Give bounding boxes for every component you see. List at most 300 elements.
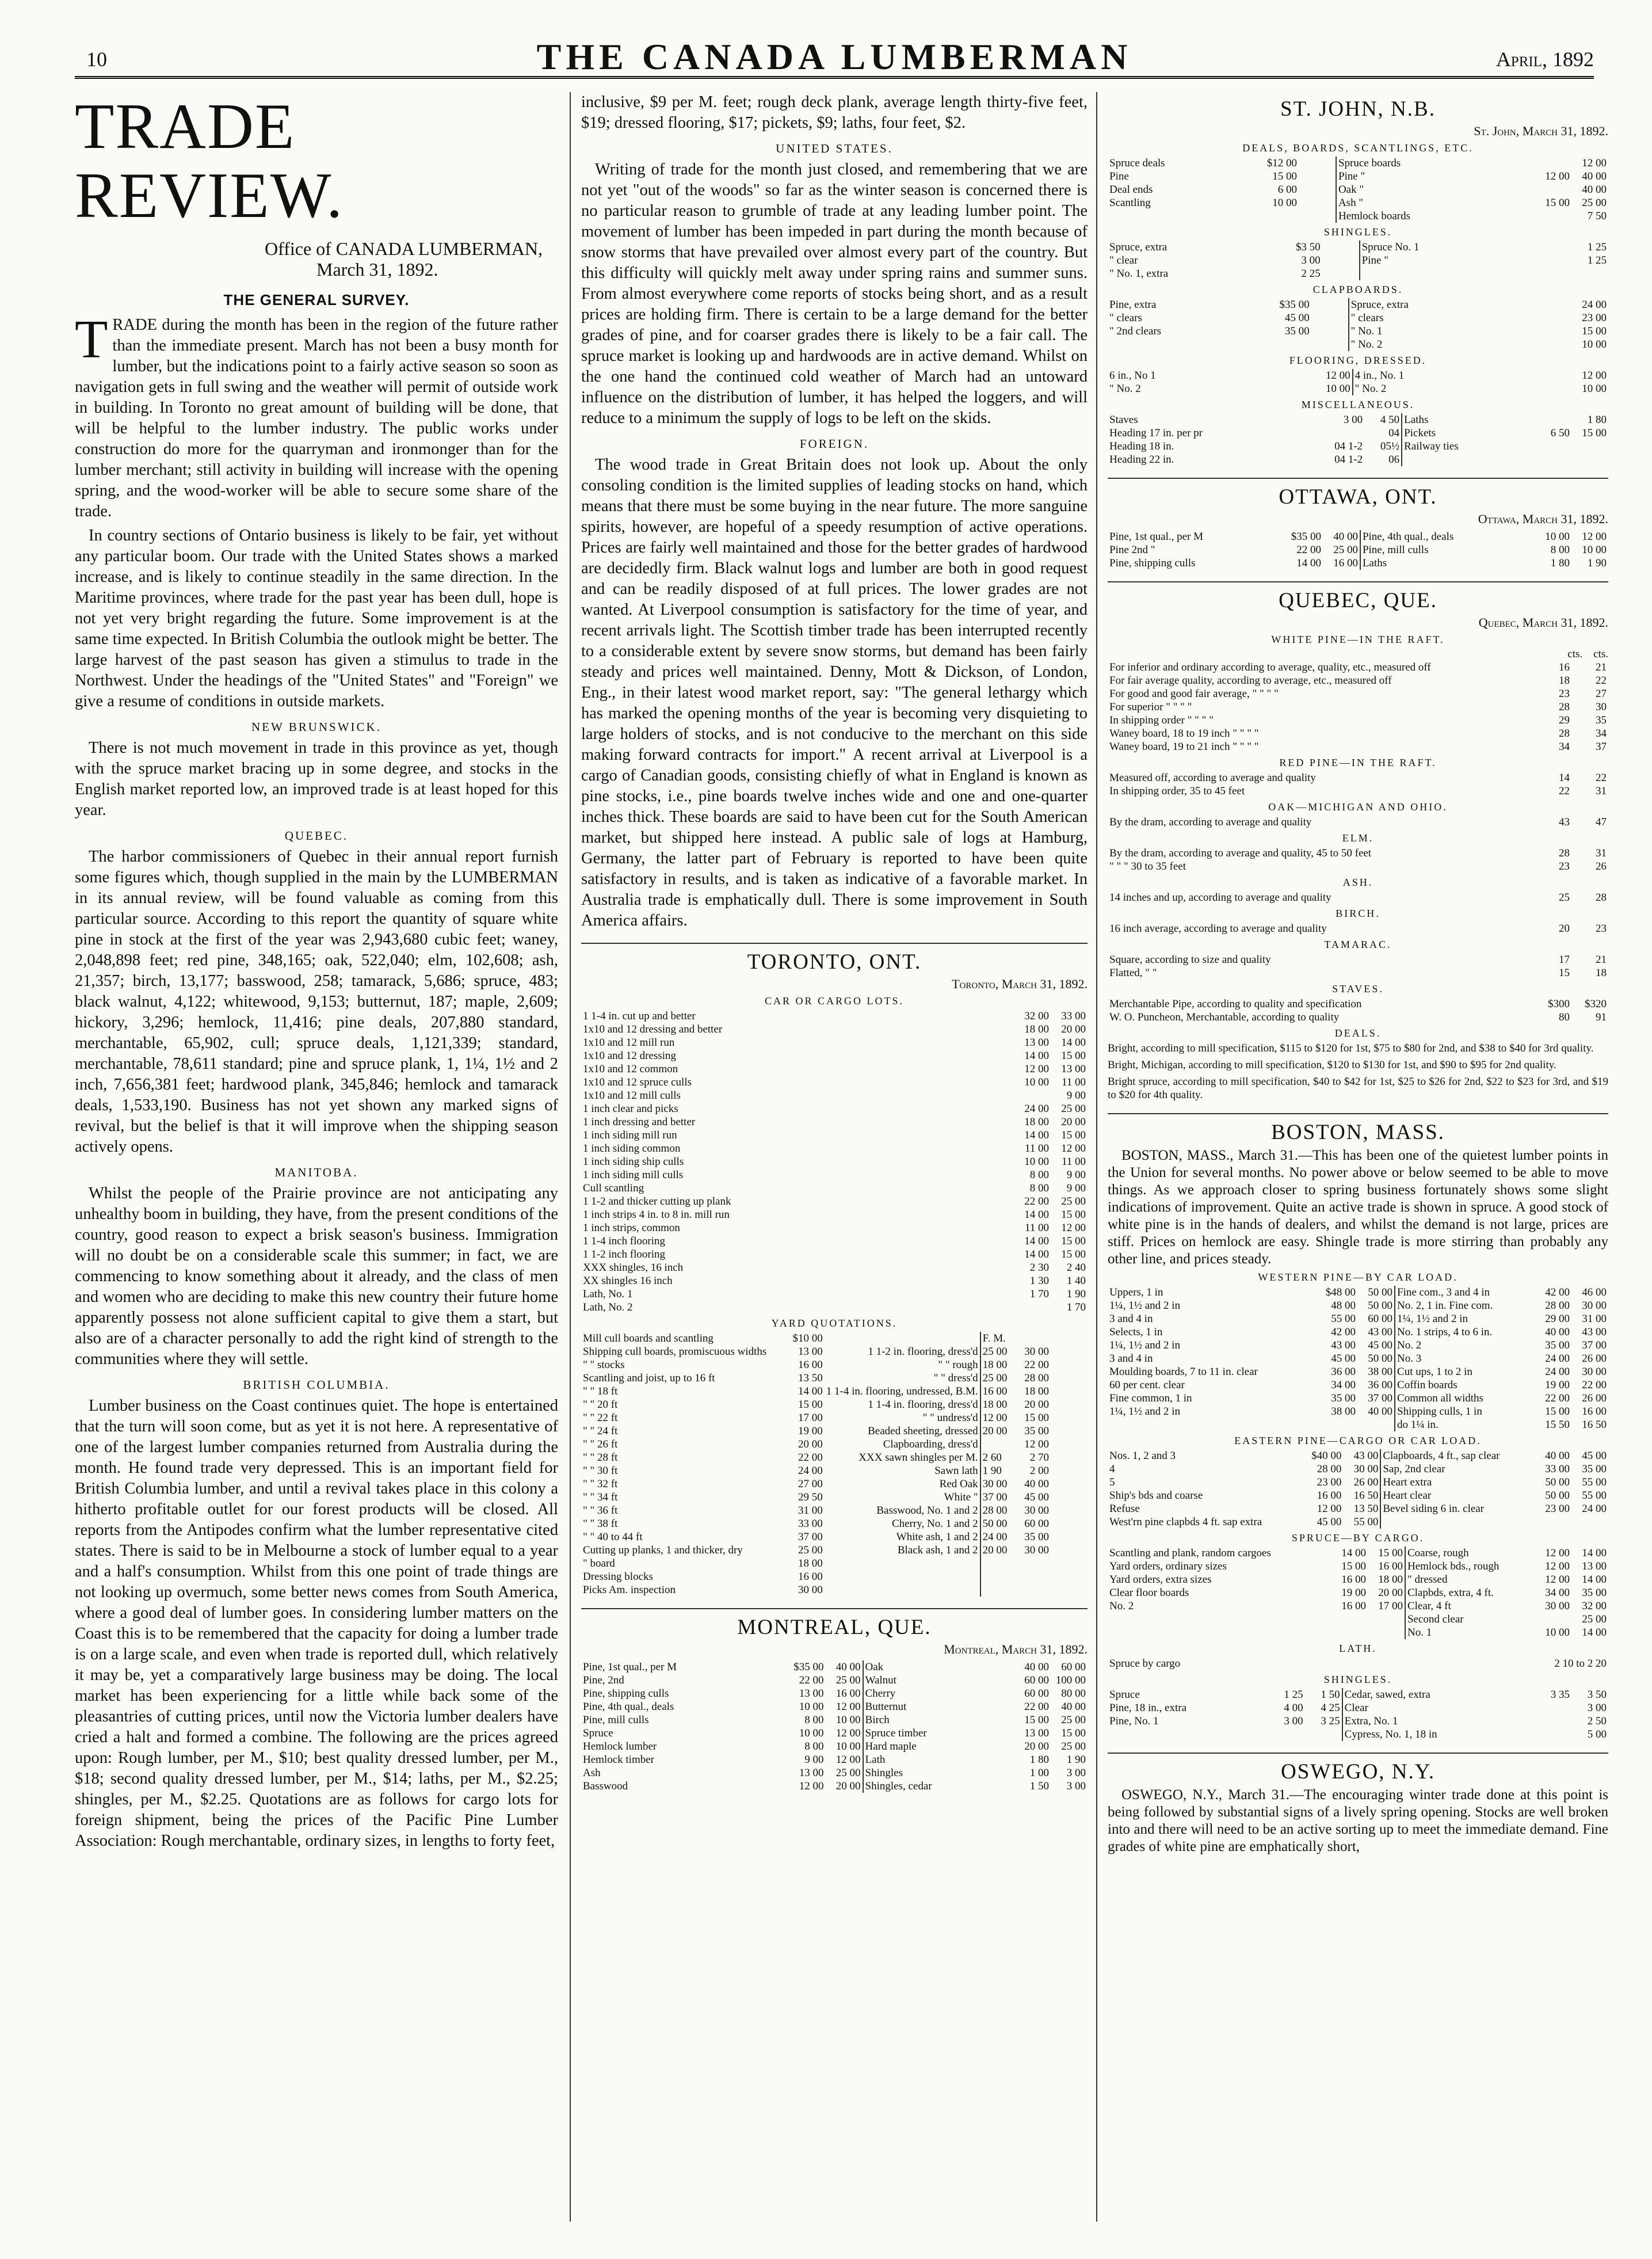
- price-value: 29: [1559, 714, 1570, 726]
- price-value: [1535, 254, 1571, 267]
- price-value: [1331, 1613, 1368, 1626]
- subheading: DEALS, BOARDS, SCANTLINGS, ETC.: [1242, 142, 1474, 154]
- price-value: 3 00: [1066, 1780, 1086, 1792]
- price-value: [1535, 298, 1571, 311]
- price-value: 18 00: [1024, 1385, 1049, 1397]
- price-value: 25 00: [1582, 1613, 1607, 1625]
- item-label: Clear: [1342, 1701, 1535, 1715]
- item-label: 1¼, 1½ and 2 in: [1109, 1339, 1180, 1351]
- price-value: 35 00: [1024, 1425, 1049, 1437]
- item-label: 1 inch dressing and better: [583, 1116, 696, 1128]
- price-value: 2 40: [1066, 1262, 1086, 1274]
- item-label: " " stocks: [583, 1359, 625, 1371]
- item-label: do 1¼ in.: [1395, 1418, 1535, 1431]
- price-value: $320: [1585, 998, 1607, 1010]
- price-value: 1 80: [1029, 1754, 1049, 1766]
- item-label: [980, 1583, 1014, 1597]
- item-label: 1x10 and 12 mill culls: [583, 1089, 681, 1102]
- price-value: [1535, 1728, 1571, 1741]
- price-value: 55 00: [1582, 1476, 1607, 1488]
- price-value: 04 1-2: [1334, 454, 1363, 466]
- item-label: Hemlock boards: [1336, 209, 1535, 223]
- price-value: 35 00: [1024, 1531, 1049, 1543]
- price-value: 12 00: [1582, 531, 1607, 543]
- price-row: [581, 1195, 1088, 1208]
- item-label: " " 34 ft: [583, 1491, 618, 1503]
- price-row: [1108, 784, 1608, 798]
- item-label: Shingles, cedar: [863, 1780, 1014, 1793]
- price-row: [1108, 922, 1608, 935]
- item-label: Basswood: [583, 1780, 628, 1792]
- price-value: 25 00: [1061, 1740, 1086, 1753]
- city-heading-oswego: OSWEGO, N.Y.: [1108, 1753, 1608, 1784]
- price-row: [581, 1517, 1088, 1530]
- price-value: 1 90: [1587, 557, 1607, 569]
- price-table: [1108, 771, 1608, 798]
- item-label: " No. 1, extra: [1109, 268, 1169, 280]
- price-value: 42 00: [1545, 1286, 1570, 1298]
- price-row: [581, 1062, 1088, 1076]
- price-value: 1 1-2 in. flooring, dress'd: [868, 1346, 978, 1358]
- item-label: F. M.: [980, 1332, 1014, 1345]
- price-row: [1108, 1011, 1608, 1024]
- price-value: 15 00: [1545, 197, 1570, 209]
- price-value: 16 00: [798, 1359, 823, 1371]
- item-label: 1 inch siding mill culls: [583, 1169, 684, 1181]
- price-value: 9 00: [804, 1754, 824, 1766]
- price-value: 18 00: [1378, 1574, 1403, 1586]
- price-value: $40 00: [1311, 1450, 1342, 1462]
- paragraph: Lumber business on the Coast continues quiet. The hope is entertained that the turn will soon come, but as yet it is not here. A representative of one of the largest lumber companies returned from Australia during the month. He found trade very depressed. This is an important field for British Columbia lumber, and until a revival takes place in this colony a hitherto profitable outlet for our forest products will be closed. All reports from the Antipodes confirm what the lumber representative cited states. There is said to be in Melbourne a stock of lumber equal to a year and a half's consumption. Whilst from this one point of trade things are not looking up overmuch, some better news comes from South America, where a good deal of lumber goes. In considering lumber matters on the Coast this is to be remembered that the capacity for doing a lumber trade is on a large scale, and even when trade is reported dull, which relatively it may be, yet a comparatively large business may be doing. The local market has been experiencing for a little while back some of the pleasantries of cutting prices, until now the Victoria lumber dealers have cried a halt and formed a combine. The following are the prices agreed upon: Rough lumber, per M., $10; best quality dressed lumber, per M., $18; second quality dressed lumber, per M., $14; laths, per M., $2.25; shingles, per M., $2.25. Quotations are as follows for cargo lots for foreign shipment, being the prices of the Pacific Pine Lumber Association: Rough merchantable, ordinary sizes, in lengths to forty feet,: [75, 1397, 558, 1850]
- price-value: 17 00: [1378, 1600, 1403, 1612]
- section-heading: NEW BRUNSWICK.: [251, 720, 381, 734]
- price-value: 5 00: [1587, 1728, 1607, 1740]
- paragraph: The harbor commissioners of Quebec in their annual report furnish some figures which, though supplied in the main by the LUMBERMAN in its annual review, will be found valuable as coming from this particular source. According to this report the quantity of square white pine in stock at the first of the year was 2,943,680 cubic feet; waney, 2,048,898 feet; red pine, 348,165; oak, 522,040; elm, 102,608; ash, 21,357; birch, 13,177; basswood, 258; tamarack, 5,686; spruce, 483; black walnut, 4,122; whitewood, 9,153; butternut, 187; maple, 2,609; hickory, 3,296; hemlock, 11,416; pine deals, 207,880 standard, merchantable, 65,902, cull; spruce deals, 1,121,339; standard, merchantable, 78,611 standard; pine and spruce plank, 1, 1¼, 1½ and 2 inch, 7,656,381 feet; hardwood plank, 345,846; hemlock and tamarack deals, 1,533,190. Business has not yet shown any marked signs of revival, but the belief is that it will improve when the shipping season actively opens.: [75, 848, 558, 1156]
- price-row: [581, 1301, 1088, 1314]
- price-row: [1108, 771, 1608, 784]
- dateline: St. John, March 31, 1892.: [1474, 124, 1608, 138]
- price-value: 40 00: [1333, 531, 1358, 543]
- price-row: [581, 1168, 1088, 1182]
- price-table: [581, 1009, 1088, 1314]
- price-table: [1108, 1286, 1608, 1431]
- deals-note: Bright spruce, according to mill specification, $40 to $42 for 1st, $25 to $26 for 2nd, $22 to $23 for 3rd, and $19 to $20 for 4th quality.: [1108, 1076, 1608, 1101]
- price-row: [1108, 997, 1608, 1011]
- newspaper-title: THE CANADA LUMBERMAN: [536, 36, 1132, 77]
- item-label: [1108, 1626, 1331, 1639]
- price-value: " " undress'd: [922, 1412, 978, 1424]
- price-value: 15: [1559, 967, 1570, 979]
- price-row: [581, 1142, 1088, 1155]
- item-label: Pine, 4th qual., deals: [1360, 530, 1535, 543]
- price-value: 4 50: [1380, 414, 1400, 426]
- price-value: [1571, 440, 1608, 453]
- price-value: 2 25: [1301, 268, 1321, 280]
- price-value: $12 00: [1266, 157, 1297, 169]
- item-label: 1 1-2 inch flooring: [583, 1248, 666, 1260]
- paragraph: BOSTON, MASS., March 31.—This has been one of the quietest lumber points in the Union for several months. No power above or below seemed to be able to move things. As we approach closer to spring business fortunately shows some slight indications of improvement. Quite an active trade is shown in spruce. A good stock of white pine is in the hands of dealers, and whilst the demand is not large, prices are stiff. Prices on hemlock are easy. Shingle trade is more stirring than probably any other line, and prices steady.: [1108, 1148, 1608, 1267]
- price-value: 23: [1559, 688, 1570, 700]
- item-label: Pine, shipping culls: [583, 1687, 669, 1700]
- item-label: Lath, No. 1: [583, 1288, 633, 1300]
- price-table: [1108, 1546, 1608, 1639]
- price-value: [1279, 382, 1315, 395]
- price-value: 15 00: [1272, 170, 1297, 182]
- price-value: 29 00: [1545, 1313, 1570, 1325]
- paragraph: Writing of trade for the month just closed, and remembering that we are not yet "out of the woods" so far as the winter season is concerned there is no particular reason to grumble of trade at any leading lumber point. The movement of lumber has been impeded in part during the month because of snow storms that have prevailed over almost every part of the country. But this difficulty will quickly melt away under spring rains and summer suns. From almost everywhere come reports of stocks being short, and as a result prices are holding firm. There is certain to be a large demand for the better grades of pine, and for coarser grades there is likely to be a fair call. The spruce market is looking up and hardwoods are in active demand. Whilst on the one hand the continued cold weather of March had an untoward influence on the distribution of lumber, it has helped the loggers, and will reduce to a minimum the supply of logs to be left on the skids.: [581, 161, 1088, 427]
- item-label: " clears: [1349, 311, 1535, 325]
- price-row: [581, 1740, 1088, 1753]
- price-value: [825, 1557, 980, 1570]
- item-label: " " 40 to 44 ft: [583, 1531, 643, 1543]
- item-label: " " 28 ft: [583, 1452, 618, 1464]
- item-label: " " 20 ft: [583, 1399, 618, 1411]
- price-row: [1108, 816, 1608, 829]
- price-value: 1 25: [1587, 241, 1607, 253]
- price-value: 16 50: [1582, 1419, 1607, 1431]
- column-3: [1108, 92, 1608, 2222]
- price-value: 12 00: [1545, 1547, 1570, 1559]
- price-row: [581, 1385, 1088, 1398]
- price-value: 20 00: [1024, 1740, 1049, 1753]
- price-value: 40 00: [1582, 184, 1607, 196]
- price-value: 42 00: [1331, 1326, 1356, 1338]
- item-label: Spruce timber: [863, 1727, 1014, 1740]
- item-label: For good and good fair average, " " " ": [1109, 688, 1279, 700]
- price-value: 34 00: [1545, 1587, 1570, 1599]
- price-row: [1108, 311, 1608, 325]
- price-value: 50 00: [1368, 1286, 1393, 1298]
- paragraph: The wood trade in Great Britain does not look up. About the only consoling condition is the limited supplies of leading stocks on hand, which means that there must be some buying in the near future. The more sanguine spirits, however, are hopeful of a speedy resumption of active operations. Prices are fairly well maintained and those for the better grades of hardwood are decidedly firm. Black walnut logs and lumber are both in good request and can be readily disposed of at full prices. The lower grades are not wanted. At Liverpool consumption is satisfactory for the time of year, and recent arrivals light. The Scottish timber trade has been interrupted recently to a considerable extent by severe snow storms, but demand has been fairly steady and prices well maintained. Denny, Mott & Dickson, of London, Eng., in their latest wood market report, say: "The general lethargy which has marked the opening months of the year is becoming very disquieting to large holders of stocks, and is not conducive to the merchant on this side making forward contracts for import." A recent arrival at Liverpool is a cargo of Canadian goods, consisting chiefly of what in England is known as pine stocks, i.e., pine boards twelve inches wide and one and one-quarter inches thick. These boards are said to have been cut for the South American market, but shipped here instead. A public sale of logs at Hamburg, Germany, the latter part of February is reported to have been quite satisfactory in results, and is taken as indicative of a favorable market. In Australia trade is emphatically dull. There is some improvement in South America affairs.: [581, 456, 1088, 929]
- section-heading: BRITISH COLUMBIA.: [243, 1378, 390, 1392]
- item-label: Laths: [1402, 413, 1535, 426]
- price-value: 55 00: [1582, 1490, 1607, 1502]
- price-value: 35 00: [1545, 1339, 1570, 1351]
- price-value: 40 00: [1024, 1478, 1049, 1490]
- price-value: 25 00: [835, 1674, 861, 1686]
- item-label: [1380, 1515, 1535, 1529]
- item-label: Oak: [863, 1660, 1014, 1674]
- price-value: [1311, 298, 1349, 311]
- price-value: 16 00: [1582, 1405, 1607, 1418]
- price-value: 37 00: [1582, 1339, 1607, 1351]
- price-value: 16 00: [1341, 1574, 1366, 1586]
- price-row: [1108, 727, 1608, 740]
- price-value: Sawn lath: [934, 1465, 978, 1477]
- price-row: [1108, 1546, 1608, 1560]
- price-value: [1535, 267, 1571, 280]
- price-value: [1535, 382, 1571, 395]
- item-label: Yard orders, ordinary sizes: [1109, 1560, 1227, 1572]
- price-row: [581, 1009, 1088, 1023]
- price-row: [581, 1274, 1088, 1287]
- price-value: 1 40: [1066, 1275, 1086, 1287]
- item-label: Pine 2nd ": [1109, 544, 1155, 556]
- price-value: 30 00: [1024, 1544, 1049, 1556]
- price-value: 28: [1559, 727, 1570, 740]
- price-row: [581, 1674, 1088, 1687]
- price-value: 10 00: [1024, 1156, 1049, 1168]
- price-value: 15 00: [1061, 1129, 1086, 1141]
- item-label: Nos. 1, 2 and 3: [1109, 1450, 1176, 1462]
- price-row: [581, 1155, 1088, 1168]
- item-label: [1360, 267, 1535, 280]
- item-label: Scantling and plank, random cargoes: [1109, 1547, 1271, 1559]
- city-heading-quebec: QUEBEC, QUE.: [1108, 581, 1608, 613]
- price-value: 30 00: [1582, 1366, 1607, 1378]
- item-label: 1 inch siding mill run: [583, 1129, 677, 1141]
- price-value: 19 00: [1341, 1587, 1366, 1599]
- price-row: [1108, 891, 1608, 904]
- price-row: [1108, 254, 1608, 267]
- price-row: [1108, 1286, 1608, 1299]
- price-value: [1535, 1715, 1571, 1728]
- price-row: [581, 1248, 1088, 1261]
- price-value: 12 00: [835, 1701, 861, 1713]
- price-value: 19 00: [798, 1425, 823, 1437]
- price-value: 14 00: [1341, 1547, 1366, 1559]
- item-label: For fair average quality, according to average, etc., measured off: [1109, 675, 1392, 687]
- item-label: Spruce by cargo: [1109, 1658, 1181, 1670]
- paragraph: Whilst the people of the Prairie province are not anticipating any unhealthy boom in building, they have, from the present conditions of the country, good reason to expect a brisk season's business. Immigration will no doubt be on a considerable scale this summer; in fact, we are commencing to know something about it already, and the class of men and women who are deciding to make this new country their future home apparently possess not alone sufficient capital to give them a start, but also are of a character personally to add the right kind of strength to the communities where they will settle.: [75, 1184, 558, 1368]
- price-value: 37 00: [798, 1531, 823, 1543]
- item-label: [980, 1557, 1014, 1570]
- price-value: [1331, 1626, 1368, 1639]
- price-value: 48 00: [1331, 1300, 1356, 1312]
- price-value: 32 00: [1024, 1010, 1049, 1022]
- price-value: [1571, 453, 1608, 466]
- item-label: Heart extra: [1380, 1476, 1535, 1489]
- paragraph: OSWEGO, N.Y., March 31.—The encouraging winter trade done at this point is being followed by substantial signs of a lively spring opening. Stocks are well broken into and there will need to be an active sorting up to meet the immediate demand. Fine grades of white pine are emphatically short,: [1108, 1787, 1608, 1854]
- price-value: 8 00: [1550, 544, 1570, 556]
- item-label: Moulding boards, 7 to 11 in. clear: [1109, 1366, 1258, 1378]
- item-label: Cedar, sawed, extra: [1342, 1688, 1535, 1701]
- price-value: 9 00: [1066, 1089, 1086, 1102]
- item-label: 1 inch clear and picks: [583, 1103, 678, 1115]
- price-value: 13 50: [1353, 1503, 1379, 1515]
- item-label: Pine, 1st qual., per M: [1109, 531, 1204, 543]
- price-value: 15 00: [1024, 1714, 1049, 1726]
- price-table: [1108, 816, 1608, 829]
- price-row: [581, 1700, 1088, 1713]
- price-value: 14: [1559, 772, 1570, 784]
- price-value: 12 00: [1024, 1063, 1049, 1075]
- price-row: [1108, 413, 1608, 426]
- item-label: Oak ": [1336, 183, 1535, 196]
- subheading: FLOORING, DRESSED.: [1289, 355, 1427, 366]
- price-value: [1535, 209, 1571, 223]
- paragraph: inclusive, $9 per M. feet; rough deck plank, average length thirty-five feet, $19; dressed flooring, $17; pickets, $9; laths, four feet, $2.: [581, 93, 1088, 132]
- price-table: [1108, 1449, 1608, 1529]
- price-value: 6 50: [1550, 427, 1570, 439]
- item-label: Refuse: [1109, 1503, 1140, 1515]
- subheading: WHITE PINE—IN THE RAFT.: [1271, 634, 1445, 645]
- item-label: " " 18 ft: [583, 1385, 618, 1397]
- price-value: [1535, 440, 1571, 453]
- price-row: [1108, 847, 1608, 860]
- price-value: 10 00: [1545, 1626, 1570, 1639]
- price-row: [1108, 1365, 1608, 1378]
- price-value: 45 00: [1024, 1491, 1049, 1503]
- price-value: 45 00: [1317, 1516, 1342, 1528]
- price-value: [1535, 183, 1571, 196]
- item-label: " No. 2: [1349, 338, 1535, 351]
- price-row: [581, 1660, 1088, 1674]
- price-table: [1108, 847, 1608, 873]
- item-label: 18 00: [980, 1398, 1014, 1411]
- price-value: 9 00: [1066, 1182, 1086, 1194]
- price-value: 31: [1596, 785, 1607, 797]
- item-label: 1x10 and 12 common: [583, 1063, 678, 1075]
- price-value: 11 00: [1061, 1156, 1086, 1168]
- price-value: 22 00: [799, 1674, 824, 1686]
- item-label: Selects, 1 in: [1109, 1326, 1163, 1338]
- price-value: 14 00: [1582, 1574, 1607, 1586]
- price-row: [581, 1115, 1088, 1129]
- city-heading-st-john: ST. JOHN, N.B.: [1280, 97, 1436, 121]
- price-row: [581, 1089, 1088, 1102]
- price-value: 45 00: [1582, 1450, 1607, 1462]
- price-value: 13 00: [1024, 1037, 1049, 1049]
- price-value: [1014, 1301, 1051, 1314]
- item-label: 20 00: [980, 1544, 1014, 1557]
- price-value: [1535, 1613, 1571, 1626]
- item-label: Pine, mill culls: [1360, 543, 1535, 557]
- item-label: Pine, No. 1: [1109, 1715, 1159, 1727]
- price-value: 45 00: [1331, 1353, 1356, 1365]
- price-value: [1535, 413, 1571, 426]
- price-value: 45 00: [1284, 312, 1310, 324]
- price-value: 25 00: [835, 1767, 861, 1779]
- price-value: 12 00: [1061, 1142, 1086, 1155]
- price-value: 13 00: [1024, 1727, 1049, 1739]
- paragraph: There is not much movement in trade in this province as yet, though with the spruce market bracing up in some degree, and stocks in the English market reported low, an improved trade is at least hoped for this year.: [75, 739, 558, 819]
- unit-label: cts.: [1567, 648, 1583, 660]
- price-value: 21: [1596, 661, 1607, 673]
- price-value: 14 00: [1582, 1547, 1607, 1559]
- price-value: 20 00: [1378, 1587, 1403, 1599]
- price-value: 2 00: [1029, 1465, 1049, 1477]
- price-row: [1108, 1560, 1608, 1573]
- price-row: [1108, 674, 1608, 687]
- price-value: [1299, 157, 1336, 170]
- dateline: Quebec, March 31, 1892.: [1478, 615, 1608, 630]
- price-value: 1 00: [1029, 1767, 1049, 1779]
- price-value: [1535, 338, 1571, 351]
- price-value: 10 00: [835, 1714, 861, 1726]
- price-value: 16 00: [1333, 557, 1358, 569]
- price-row: [581, 1023, 1088, 1036]
- price-value: 04 1-2: [1334, 440, 1363, 452]
- price-value: 35 00: [1582, 1463, 1607, 1475]
- item-label: 1x10 and 12 mill run: [583, 1037, 675, 1049]
- price-table: [1108, 413, 1608, 466]
- price-value: 1 80: [1587, 414, 1607, 426]
- price-value: 43: [1559, 816, 1570, 828]
- section-heading: MANITOBA.: [274, 1165, 358, 1179]
- price-value: 37 00: [1368, 1392, 1393, 1404]
- price-value: 11 00: [1061, 1076, 1086, 1088]
- item-label: Dressing blocks: [583, 1571, 653, 1583]
- item-label: 12 00: [980, 1411, 1014, 1424]
- price-value: 3 00: [1343, 414, 1363, 426]
- price-value: 28: [1596, 892, 1607, 904]
- price-value: 12 00: [799, 1780, 824, 1792]
- item-label: No. 2: [1109, 1600, 1134, 1612]
- price-row: [1108, 1462, 1608, 1476]
- price-value: 19 00: [1545, 1379, 1570, 1391]
- item-label: Yard orders, extra sizes: [1109, 1574, 1212, 1586]
- price-value: 43 00: [1368, 1326, 1393, 1338]
- item-label: Deal ends: [1109, 184, 1153, 196]
- price-value: [1311, 311, 1349, 325]
- price-value: [1299, 170, 1336, 183]
- trade-review-heading: TRADE REVIEW.: [75, 92, 344, 231]
- price-row: [1108, 369, 1608, 382]
- price-value: 1 70: [1066, 1301, 1086, 1313]
- price-value: 35 00: [1582, 1587, 1607, 1599]
- price-value: Beaded sheeting, dressed: [868, 1425, 978, 1437]
- price-value: White ": [944, 1491, 978, 1503]
- price-row: [1108, 241, 1608, 254]
- item-label: Pine ": [1336, 170, 1535, 183]
- price-value: 2 10 to 2 20: [1554, 1658, 1607, 1670]
- item-label: 1 inch siding ship culls: [583, 1156, 684, 1168]
- price-row: [581, 1451, 1088, 1464]
- price-value: 10 00: [1545, 531, 1570, 543]
- price-value: 22 00: [1296, 544, 1321, 556]
- item-label: Spruce, extra: [1109, 241, 1168, 253]
- item-label: For superior " " " ": [1109, 701, 1192, 713]
- item-label: XX shingles 16 inch: [583, 1275, 673, 1287]
- price-row: [581, 1530, 1088, 1544]
- item-label: Pine, 4th qual., deals: [583, 1701, 674, 1713]
- price-value: 15 00: [1061, 1050, 1086, 1062]
- price-value: 16: [1559, 661, 1570, 673]
- price-value: [1014, 1583, 1051, 1597]
- price-value: 12 00: [1024, 1438, 1049, 1450]
- price-value: 30 00: [1024, 1504, 1049, 1517]
- price-value: $300: [1548, 998, 1570, 1010]
- price-value: 26 00: [1582, 1392, 1607, 1404]
- item-label: No. 1 strips, 4 to 6 in.: [1395, 1325, 1535, 1339]
- price-value: 17 00: [798, 1412, 823, 1424]
- price-table: [1108, 1688, 1608, 1741]
- item-label: Mill cull boards and scantling: [583, 1332, 714, 1344]
- price-row: [581, 1766, 1088, 1780]
- item-label: In shipping order " " " ": [1109, 714, 1214, 726]
- price-row: [1108, 740, 1608, 753]
- city-heading-ottawa: OTTAWA, ONT.: [1108, 478, 1608, 509]
- price-value: 27 00: [798, 1478, 823, 1490]
- price-value: 28: [1559, 847, 1570, 859]
- price-value: 3 00: [1301, 254, 1321, 266]
- price-row: [1108, 1312, 1608, 1325]
- item-label: 1 inch strips 4 in. to 8 in. mill run: [583, 1209, 730, 1221]
- price-value: 60 00: [1024, 1674, 1049, 1686]
- item-label: No. 2: [1395, 1339, 1535, 1352]
- price-row: [1108, 1626, 1608, 1639]
- item-label: 5: [1109, 1476, 1115, 1488]
- price-value: 22: [1559, 785, 1570, 797]
- price-value: 14 00: [1024, 1209, 1049, 1221]
- price-value: [1014, 1332, 1051, 1345]
- price-value: 22 00: [1024, 1359, 1049, 1371]
- price-value: 30 00: [1353, 1463, 1379, 1475]
- column-1: [75, 92, 558, 2222]
- item-label: Clear, 4 ft: [1405, 1599, 1535, 1613]
- price-value: 15 00: [1341, 1560, 1366, 1572]
